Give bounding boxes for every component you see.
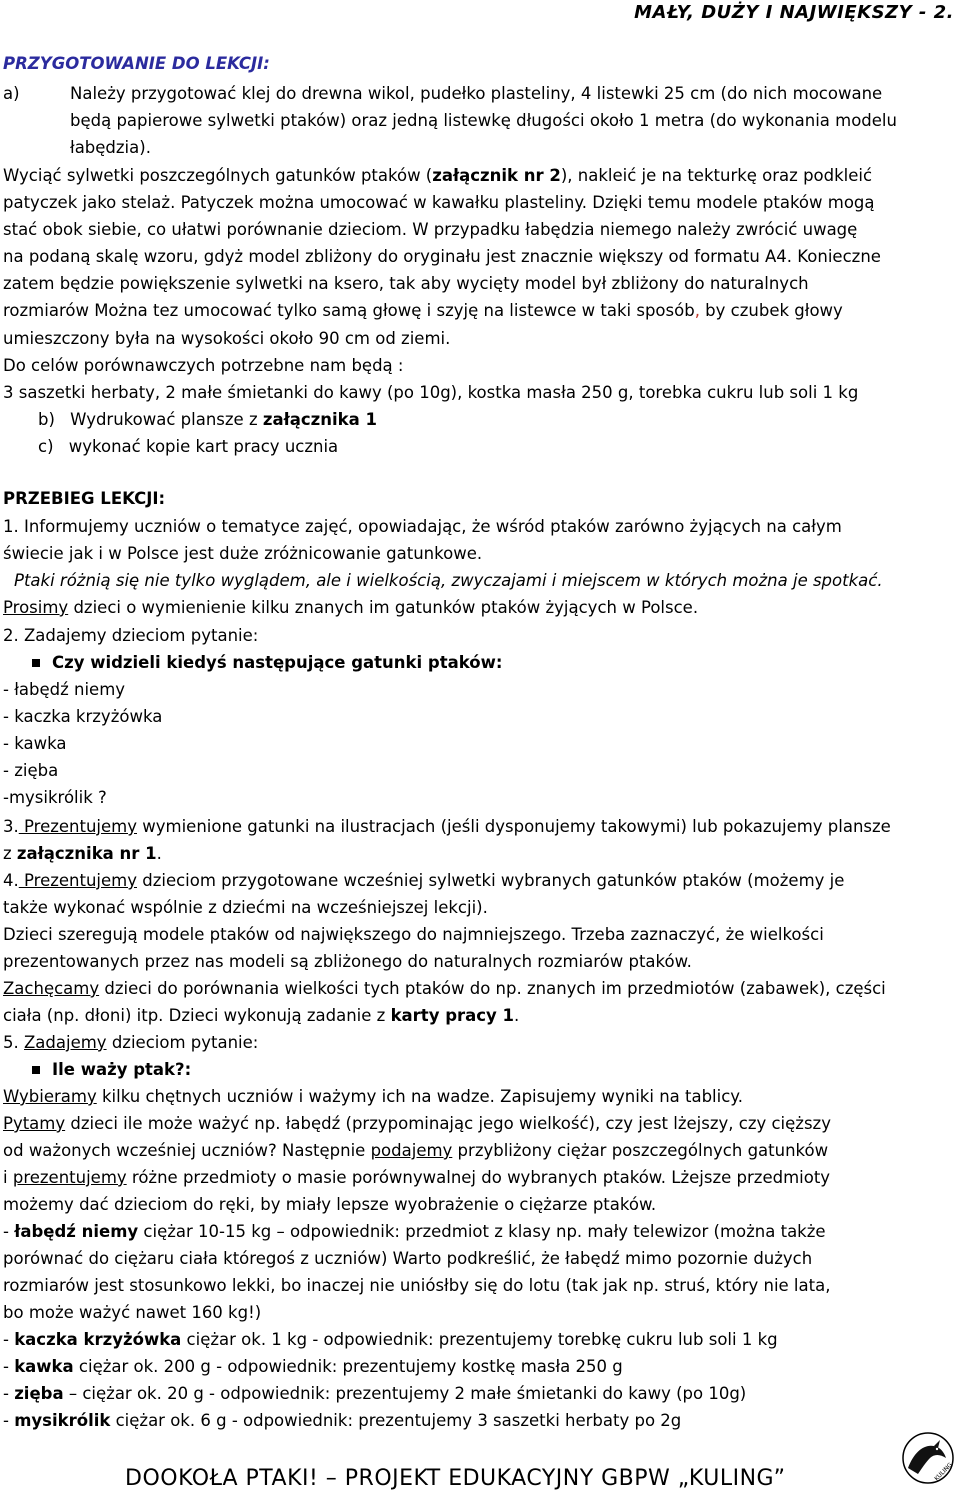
text-run: ciężar ok. 6 g - odpowiednik: prezentujemy 3 saszetki herbaty po 2g xyxy=(110,1411,682,1430)
list-item: - łabędź niemy xyxy=(3,680,126,699)
paragraph-line: świecie jak i w Polsce jest duże zróżnicowanie gatunkowe. xyxy=(3,544,483,563)
paragraph-line: zatem będzie powiększenie sylwetki na ksero, tak aby wycięty model był zbliżony do naturalnych xyxy=(3,274,809,293)
text-run-bold: kaczka krzyżówka xyxy=(14,1330,182,1349)
paragraph-line: także wykonać wspólnie z dziećmi na wcześniejszej lekcji). xyxy=(3,898,488,917)
text-run-bold: załącznika nr 1 xyxy=(16,844,157,863)
text-run: - xyxy=(3,1411,15,1430)
paragraph-line: porównać do ciężaru ciała któregoś z uczniów) Warto podkreślić, że łabędź mimo pozornie dużych xyxy=(3,1249,813,1268)
text-run: by czubek głowy xyxy=(699,301,843,320)
text-run: od ważonych wcześniej uczniów? Następnie xyxy=(3,1141,371,1160)
text-run-underlined: podajemy xyxy=(370,1141,453,1160)
weight-item xyxy=(3,1384,746,1404)
text-run-underlined: Pytamy xyxy=(3,1114,66,1133)
text-run: – ciężar ok. 20 g - odpowiednik: prezentujemy 2 małe śmietanki do kawy (po 10g) xyxy=(63,1384,747,1403)
paragraph-line xyxy=(3,1114,831,1134)
text-run: dzieciom pytanie: xyxy=(106,1033,259,1052)
page-header-title: MAŁY, DUŻY I NAJWIĘKSZY - 2. xyxy=(634,2,954,23)
text-run: ciała (np. dłoni) itp. Dzieci wykonują zadanie z xyxy=(3,1006,391,1025)
paragraph-line xyxy=(3,598,698,618)
text-run: Wyciąć sylwetki poszczególnych gatunków ptaków ( xyxy=(3,166,433,185)
text-run-bold: załącznika 1 xyxy=(262,410,377,429)
paragraph-line xyxy=(3,979,886,999)
section-heading-lesson: PRZEBIEG LEKCJI: xyxy=(3,489,166,508)
text-run: 3. xyxy=(3,817,19,836)
text-run: przybliżony ciężar poszczególnych gatunków xyxy=(452,1141,829,1160)
text-run: . xyxy=(156,844,162,863)
list-item: - kaczka krzyżówka xyxy=(3,707,163,726)
paragraph-line: patyczek jako stelaż. Patyczek można umocować w kawałku plasteliny. Dzięki temu modele ptaków mogą xyxy=(3,193,875,212)
paragraph-line: łabędzia). xyxy=(70,138,151,157)
text-run-bold: mysikrólik xyxy=(14,1411,111,1430)
text-run: i xyxy=(3,1168,13,1187)
paragraph-line: będą papierowe sylwetki ptaków) oraz jedną listewkę długości około 1 metra (do wykonania modelu xyxy=(70,111,897,130)
list-item: - zięba xyxy=(3,761,59,780)
list-marker: b) xyxy=(38,410,55,429)
question-bullet xyxy=(26,653,502,673)
paragraph-line: rozmiarów jest stosunkowo lekki, bo inaczej nie uniósłby się do lotu (tak jak np. struś, który nie lata, xyxy=(3,1276,831,1295)
paragraph-line: 3 saszetki herbaty, 2 małe śmietanki do kawy (po 10g), kostka masła 250 g, torebka cukru lub soli 1 kg xyxy=(3,383,859,402)
text-run-bold: załącznik nr 2 xyxy=(432,166,561,185)
paragraph-line: na podaną skalę wzoru, gdyż model zbliżony do oryginału jest znacznie większy od formatu A4. Konieczne xyxy=(3,247,881,266)
question-bullet xyxy=(26,1060,191,1080)
paragraph-line-italic: Ptaki różnią się nie tylko wyglądem, ale i wielkością, zwyczajami i miejscem w których można je spotkać. xyxy=(14,571,883,590)
text-run-underlined: Prezentujemy xyxy=(18,817,137,836)
text-run: - xyxy=(3,1384,15,1403)
text-run: wykonać kopie kart pracy ucznia xyxy=(68,437,339,456)
text-run-underlined: prezentujemy xyxy=(12,1168,127,1187)
logo-text: KULING xyxy=(933,1461,954,1483)
paragraph-line: prezentowanych przez nas modeli są zbliżonego do naturalnych rozmiarów ptaków. xyxy=(3,952,692,971)
text-run-underlined: Wybieramy xyxy=(3,1087,97,1106)
text-run: - xyxy=(3,1357,15,1376)
weight-item xyxy=(3,1222,826,1242)
paragraph-line: Należy przygotować klej do drewna wikol, pudełko plasteliny, 4 listewki 25 cm (do nich mocowane xyxy=(70,84,883,103)
question-text: Czy widzieli kiedyś następujące gatunki ptaków: xyxy=(52,653,503,672)
paragraph-line: 2. Zadajemy dzieciom pytanie: xyxy=(3,626,259,645)
text-run: dzieci o wymienienie kilku znanych im gatunków ptaków żyjących w Polsce. xyxy=(68,598,699,617)
text-run: kilku chętnych uczniów i ważymy ich na wadze. Zapisujemy wyniki na tablicy. xyxy=(96,1087,743,1106)
paragraph-line: stać obok siebie, co ułatwi porównanie dzieciom. W przypadku łabędzia niemego należy zwrócić uwagę xyxy=(3,220,858,239)
paragraph-line xyxy=(3,1141,828,1161)
text-run: wymienione gatunki na ilustracjach (jeśli dysponujemy takowymi) lub pokazujemy plansze xyxy=(137,817,891,836)
weight-item xyxy=(3,1411,681,1431)
text-run: Wydrukować plansze z xyxy=(70,410,263,429)
paragraph-line xyxy=(3,871,844,891)
paragraph-line xyxy=(3,1006,519,1026)
paragraph-line: Dzieci szeregują modele ptaków od największego do najmniejszego. Trzeba zaznaczyć, że wielkości xyxy=(3,925,824,944)
text-run-underlined: Prosimy xyxy=(3,598,69,617)
text-run: - xyxy=(3,1330,15,1349)
section-heading-preparation: PRZYGOTOWANIE DO LEKCJI: xyxy=(3,54,270,73)
text-run: z xyxy=(3,844,17,863)
prep-item-b xyxy=(38,410,377,430)
page-footer: DOOKOŁA PTAKI! – PROJEKT EDUKACYJNY GBPW „KULING” xyxy=(125,1466,786,1491)
weight-item xyxy=(3,1330,778,1350)
text-run: ciężar 10-15 kg – odpowiednik: przedmiot z klasy np. mały telewizor (można także xyxy=(138,1222,826,1241)
paragraph-line xyxy=(3,301,843,321)
bird-logo-icon xyxy=(900,1430,956,1486)
weight-item xyxy=(3,1357,623,1377)
text-run-bold: kawka xyxy=(14,1357,74,1376)
text-run: rozmiarów Można tez umocować tylko samą głowę i szyję na listewce w taki sposób xyxy=(3,301,695,320)
text-run: różne przedmioty o masie porównywalnej do wybranych ptaków. Lżejsze przedmioty xyxy=(126,1168,831,1187)
text-run-underlined: Zadajemy xyxy=(24,1033,107,1052)
text-run: - xyxy=(3,1222,15,1241)
prep-item-a xyxy=(3,84,883,104)
text-run: 5. xyxy=(3,1033,24,1052)
list-item: -mysikrólik ? xyxy=(3,788,107,807)
text-run: ), nakleić je na tekturkę oraz podkleić xyxy=(560,166,873,185)
text-run: ciężar ok. 200 g - odpowiednik: prezentujemy kostkę masła 250 g xyxy=(73,1357,623,1376)
text-run-bold: karty pracy 1 xyxy=(390,1006,515,1025)
text-run: dzieci do porównania wielkości tych ptaków do np. znanych im przedmiotów (zabawek), części xyxy=(99,979,886,998)
question-text: Ile waży ptak?: xyxy=(52,1060,192,1079)
paragraph-line: umieszczony była na wysokości około 90 cm od ziemi. xyxy=(3,329,451,348)
prep-item-c xyxy=(38,437,338,457)
paragraph-line xyxy=(3,844,162,864)
square-bullet-icon xyxy=(32,659,40,667)
text-run: . xyxy=(514,1006,520,1025)
text-run-underlined: Zachęcamy xyxy=(3,979,100,998)
list-marker: a) xyxy=(3,84,20,103)
paragraph-line xyxy=(3,1033,258,1053)
paragraph-line: 1. Informujemy uczniów o tematyce zajęć, opowiadając, że wśród ptaków zarówno żyjących na całym xyxy=(3,517,842,536)
text-run: dzieciom przygotowane wcześniej sylwetki wybranych gatunków ptaków (możemy je xyxy=(137,871,845,890)
paragraph-line xyxy=(3,1168,830,1188)
list-marker: c) xyxy=(38,437,54,456)
text-run-bold: łabędź niemy xyxy=(14,1222,139,1241)
text-run: ciężar ok. 1 kg - odpowiednik: prezentujemy torebkę cukru lub soli 1 kg xyxy=(181,1330,778,1349)
list-item: - kawka xyxy=(3,734,67,753)
text-run-underlined: Prezentujemy xyxy=(18,871,137,890)
square-bullet-icon xyxy=(32,1066,40,1074)
text-run: 4. xyxy=(3,871,19,890)
paragraph-line: bo może ważyć nawet 160 kg!) xyxy=(3,1303,262,1322)
text-run: dzieci ile może ważyć np. łabędź (przypominając jego wielkość), czy jest lżejszy, czy cięższy xyxy=(65,1114,831,1133)
text-run-red: , xyxy=(694,301,700,320)
paragraph-line xyxy=(3,166,872,186)
paragraph-line: możemy dać dzieciom do ręki, by miały lepsze wyobrażenie o ciężarze ptaków. xyxy=(3,1195,657,1214)
paragraph-line xyxy=(3,1087,743,1107)
paragraph-line: Do celów porównawczych potrzebne nam będą : xyxy=(3,356,404,375)
paragraph-line xyxy=(3,817,891,837)
text-run-bold: zięba xyxy=(14,1384,64,1403)
